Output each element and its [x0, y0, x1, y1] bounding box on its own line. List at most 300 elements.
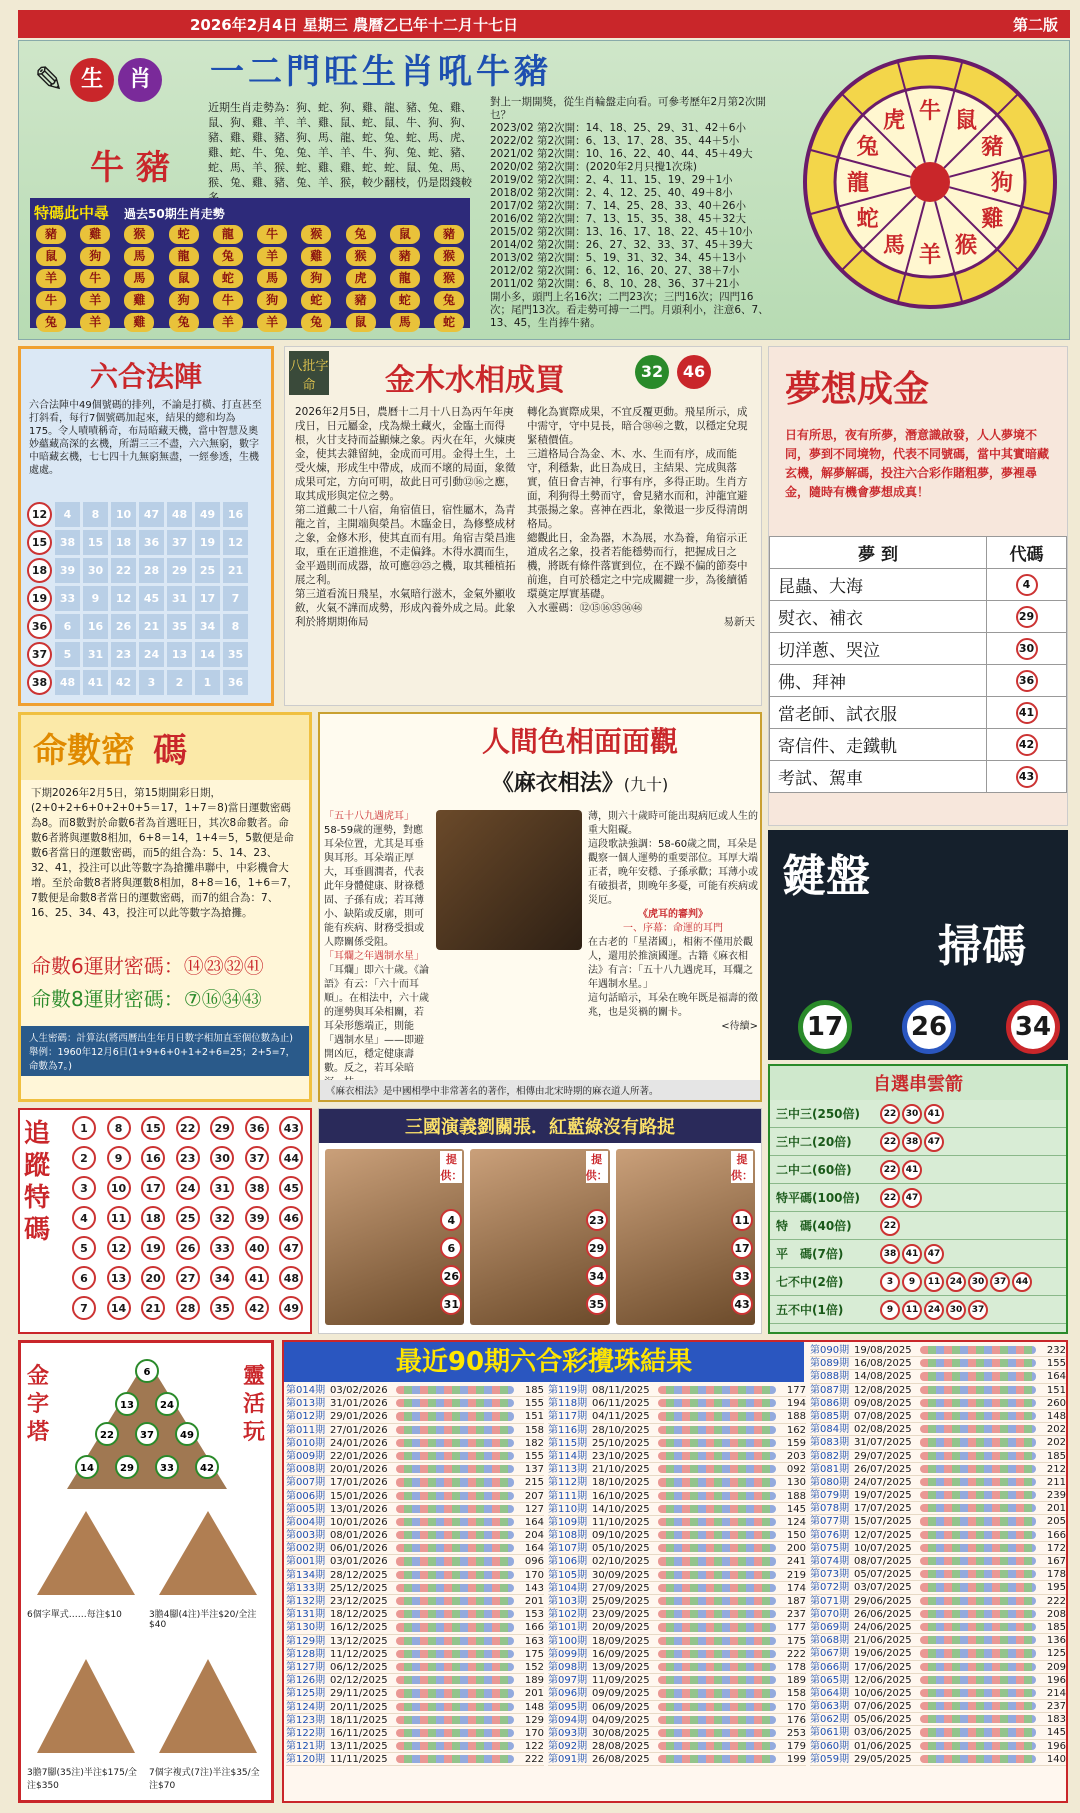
result-date: 13/09/2025 — [592, 1661, 650, 1673]
result-row — [548, 1410, 806, 1423]
tracking-ball: 44 — [279, 1146, 303, 1170]
result-sum: 162 — [786, 1424, 806, 1436]
grid-row — [36, 291, 464, 310]
tracking-ball: 40 — [245, 1236, 269, 1260]
result-sum: 143 — [524, 1582, 544, 1594]
grid-cell: 兔 — [36, 313, 66, 332]
result-issue: 第065期 — [810, 1674, 850, 1686]
grid-cell: 牛 — [213, 291, 243, 310]
zixuan-row — [770, 1156, 1066, 1184]
result-row — [548, 1740, 806, 1753]
sanguo-number: 33 — [731, 1265, 753, 1287]
result-row — [548, 1516, 806, 1529]
liuhe-cell: 31 — [83, 642, 108, 667]
result-row — [810, 1621, 1066, 1634]
result-balls — [658, 1663, 776, 1671]
result-issue: 第112期 — [548, 1477, 588, 1489]
tracking-ball: 5 — [72, 1236, 96, 1260]
result-issue: 第008期 — [286, 1464, 326, 1476]
face-panel — [318, 712, 762, 1102]
face-verse-1: 「五十八九遇虎耳」 — [324, 811, 414, 822]
svg-text:24: 24 — [160, 1400, 174, 1411]
pyramid-ball — [136, 1360, 158, 1382]
result-balls — [396, 1399, 514, 1407]
result-balls — [920, 1583, 1036, 1591]
zodiac-wheel — [800, 52, 1060, 312]
result-issue: 第010期 — [286, 1437, 326, 1449]
result-date: 15/07/2025 — [854, 1516, 912, 1528]
result-sum: 176 — [786, 1714, 806, 1726]
result-sum: 241 — [786, 1556, 806, 1568]
result-balls — [920, 1663, 1036, 1671]
result-sum: 122 — [524, 1741, 544, 1753]
zixuan-title: 自選串雲箭 — [770, 1066, 1066, 1100]
tracking-ball: 1 — [72, 1116, 96, 1140]
pyramid-title-1: 金字塔 — [27, 1364, 50, 1445]
result-sum: 170 — [786, 1701, 806, 1713]
liuhe-cell: 29 — [167, 558, 192, 583]
result-row — [810, 1753, 1066, 1766]
result-row — [548, 1595, 806, 1608]
face-para-3: 薄，則六十歲時可能出現病厄或人生的重大阻礙。 — [588, 811, 758, 836]
result-balls — [396, 1518, 514, 1526]
result-sum: 222 — [786, 1648, 806, 1660]
face-chapter: (九十) — [623, 775, 669, 794]
result-sum: 232 — [1046, 1345, 1066, 1356]
result-date: 03/02/2026 — [330, 1385, 388, 1396]
result-date: 02/12/2025 — [330, 1675, 388, 1687]
tracking-ball: 45 — [279, 1176, 303, 1200]
zixuan-bet: 三中三(250倍) — [776, 1107, 861, 1121]
result-date: 09/09/2025 — [592, 1688, 650, 1700]
result-date: 29/07/2025 — [854, 1450, 912, 1462]
result-issue: 第063期 — [810, 1701, 850, 1713]
result-sum: 189 — [524, 1675, 544, 1687]
dream-row — [770, 761, 1067, 793]
liuhe-cell: 10 — [111, 502, 136, 527]
grid-cell: 狗 — [257, 291, 287, 310]
result-issue: 第117期 — [548, 1411, 588, 1423]
sanguo-number: 43 — [731, 1293, 753, 1315]
sage-portrait-image — [436, 810, 582, 950]
result-date: 16/11/2025 — [330, 1727, 388, 1739]
liuhe-cell: 2 — [167, 670, 192, 695]
zodiac-grid — [30, 198, 470, 328]
result-sum: 185 — [524, 1385, 544, 1396]
scan-title: 掃碼 — [938, 921, 1026, 972]
sanguo-number: 6 — [440, 1237, 462, 1259]
mingshu-panel — [18, 712, 312, 1102]
result-date: 11/10/2025 — [592, 1516, 650, 1528]
result-date: 16/12/2025 — [330, 1622, 388, 1634]
result-balls — [396, 1412, 514, 1420]
side-zodiac: 牛 豬 — [90, 148, 170, 188]
result-row — [548, 1582, 806, 1595]
result-issue: 第067期 — [810, 1648, 850, 1660]
liuhe-cell: 35 — [167, 614, 192, 639]
history-line: 2011/02 第2次開：6、8、10、28、36、37＋21小 — [490, 278, 740, 290]
result-sum: 164 — [1046, 1371, 1066, 1383]
zixuan-ball: 22 — [880, 1132, 900, 1152]
result-sum: 150 — [786, 1530, 806, 1542]
result-date: 12/08/2025 — [854, 1384, 912, 1396]
result-balls — [396, 1478, 514, 1486]
svg-text:22: 22 — [100, 1430, 114, 1441]
result-sum: 177 — [786, 1622, 806, 1634]
result-balls — [920, 1504, 1036, 1512]
liuhe-cell: 3 — [139, 670, 164, 695]
dream-code: 42 — [1016, 734, 1038, 756]
zixuan-ball: 11 — [924, 1272, 944, 1292]
result-balls — [920, 1452, 1036, 1460]
zixuan-ball: 37 — [990, 1272, 1010, 1292]
liuhe-cell: 34 — [195, 614, 220, 639]
result-date: 28/12/2025 — [330, 1569, 388, 1581]
grid-cell: 龍 — [169, 247, 199, 266]
sanguo-number: 31 — [440, 1293, 462, 1315]
tracking-ball: 35 — [210, 1296, 234, 1320]
result-issue: 第078期 — [810, 1503, 850, 1515]
result-date: 31/01/2026 — [330, 1398, 388, 1410]
grid-cell: 蛇 — [390, 291, 420, 310]
result-row — [810, 1740, 1066, 1753]
pyramid-ball — [116, 1393, 138, 1415]
sanguo-number: 4 — [440, 1209, 462, 1231]
result-date: 18/11/2025 — [330, 1714, 388, 1726]
result-date: 17/07/2025 — [854, 1503, 912, 1515]
result-balls — [396, 1650, 514, 1658]
result-issue: 第075期 — [810, 1542, 850, 1554]
result-balls — [396, 1465, 514, 1473]
liuhe-cell: 36 — [139, 530, 164, 555]
result-issue: 第103期 — [548, 1596, 588, 1607]
result-sum: 208 — [1046, 1608, 1066, 1620]
face-col-2 — [588, 810, 758, 1080]
result-issue: 第098期 — [548, 1661, 588, 1673]
svg-text:42: 42 — [200, 1463, 214, 1474]
dream-code-header: 代碼 — [987, 537, 1067, 569]
result-balls — [920, 1702, 1036, 1710]
result-row — [286, 1503, 544, 1516]
edition-label: 第二版 — [1012, 15, 1058, 34]
grid-cell: 羊 — [213, 313, 243, 332]
svg-text:6: 6 — [143, 1367, 151, 1378]
zixuan-numbers — [880, 1216, 900, 1236]
result-date: 13/11/2025 — [330, 1741, 388, 1753]
grid-row — [36, 247, 464, 266]
result-balls — [920, 1755, 1036, 1763]
pyramid-desc-4: 7個字複式(7注)半注$35/全注$70 — [149, 1768, 260, 1791]
result-date: 03/07/2025 — [854, 1582, 912, 1594]
result-row — [286, 1397, 544, 1410]
result-row — [548, 1529, 806, 1542]
result-row — [286, 1384, 544, 1397]
zixuan-ball: 41 — [902, 1244, 922, 1264]
result-date: 30/08/2025 — [592, 1727, 650, 1739]
result-issue: 第003期 — [286, 1530, 326, 1542]
result-row — [810, 1568, 1066, 1581]
result-row — [548, 1753, 806, 1766]
result-issue: 第077期 — [810, 1516, 850, 1528]
result-date: 09/08/2025 — [854, 1397, 912, 1409]
tracking-panel — [18, 1108, 312, 1334]
zixuan-numbers — [880, 1272, 1032, 1292]
result-row — [548, 1714, 806, 1727]
sanguo-number: 35 — [586, 1293, 608, 1315]
result-issue: 第123期 — [286, 1714, 326, 1726]
result-date: 27/01/2026 — [330, 1424, 388, 1436]
face-continue: <待續> — [721, 1021, 758, 1032]
keyboard-number: 26 — [902, 1000, 956, 1054]
result-balls — [658, 1386, 776, 1394]
liuhe-intro: 六合法陣中49個號碼的排列，不論是打橫、打直甚至打斜看，每行7個號碼加起來，結果的總和均為175。令人嘖嘖稱奇，布局暗藏天機，當中智慧及奧妙蘊藏高深的玄機，所謂三三不盡，六六無窮，數字中暗藏玄機，七七四十九無窮無盡，一經參透，生機處處。 — [29, 400, 262, 476]
article-numbers: 入水靈碼：⑫⑮⑯㉟㊱㊻ — [527, 602, 643, 614]
result-date: 02/10/2025 — [592, 1556, 650, 1568]
result-balls — [920, 1597, 1036, 1605]
grid-cell: 蛇 — [301, 291, 331, 310]
result-date: 19/07/2025 — [854, 1490, 912, 1502]
article-num-1: 32 — [635, 355, 669, 389]
result-sum: 127 — [524, 1503, 544, 1515]
result-issue: 第104期 — [548, 1582, 588, 1594]
header-bar — [18, 10, 1070, 38]
face-title: 人間色相面面觀 — [481, 725, 678, 758]
result-date: 21/10/2025 — [592, 1464, 650, 1476]
tracking-ball: 48 — [279, 1266, 303, 1290]
result-sum: 137 — [524, 1464, 544, 1476]
dream-row — [770, 633, 1067, 665]
liuhe-cell: 48 — [167, 502, 192, 527]
result-balls — [658, 1689, 776, 1697]
result-date: 08/07/2025 — [854, 1556, 912, 1567]
result-issue: 第082期 — [810, 1450, 850, 1462]
result-sum: 211 — [1046, 1476, 1066, 1488]
grid-cell: 牛 — [36, 291, 66, 310]
dream-item: 當老師、試衣服 — [770, 697, 987, 729]
grid-cell: 雞 — [301, 247, 331, 266]
result-issue: 第114期 — [548, 1450, 588, 1462]
zixuan-numbers — [880, 1244, 944, 1264]
result-sum: 136 — [1046, 1635, 1066, 1647]
result-issue: 第064期 — [810, 1687, 850, 1699]
result-date: 02/08/2025 — [854, 1424, 912, 1436]
result-balls — [658, 1584, 776, 1592]
liuhe-cell: 12 — [111, 586, 136, 611]
result-issue: 第079期 — [810, 1490, 850, 1502]
zixuan-ball: 38 — [902, 1132, 922, 1152]
liuhe-cell: 31 — [167, 586, 192, 611]
result-sum: 151 — [524, 1411, 544, 1423]
result-date: 11/11/2025 — [330, 1754, 388, 1766]
result-sum: 199 — [786, 1754, 806, 1766]
result-date: 28/10/2025 — [592, 1424, 650, 1436]
pyramid-title-2: 靈活玩 — [243, 1364, 266, 1445]
result-issue: 第108期 — [548, 1530, 588, 1542]
result-row — [286, 1635, 544, 1648]
tracking-ball: 33 — [210, 1236, 234, 1260]
dream-code-cell — [987, 633, 1067, 665]
liuhe-cell: 25 — [195, 558, 220, 583]
liuhe-cell: 21 — [223, 558, 248, 583]
zixuan-row — [770, 1212, 1066, 1240]
tracking-ball: 41 — [245, 1266, 269, 1290]
dream-intro: 日有所思，夜有所夢，潛意識啟發，人人夢境不同，夢到不同境物，代表不同號碼，當中其實暗藏玄機，解夢解碼，投注六合彩作賭粗夢，夢裡尋金，隨時有機會夢想成真！ — [785, 428, 1050, 499]
zixuan-ball: 41 — [924, 1104, 944, 1124]
tracking-ball: 37 — [245, 1146, 269, 1170]
grid-cell: 馬 — [124, 247, 154, 266]
article-para-6: 總觀此日，金為器，木為展，水為養，角宿示正道成名之象，投者若能穩勢而行，把握成日之機，將既有條件落實到位，在不躁不偏的節奏中前進，自可於穩定之中完成關鍵一步，為後續循環奠定厚實基礎。 — [527, 532, 748, 600]
result-sum: 260 — [1046, 1397, 1066, 1409]
result-issue: 第088期 — [810, 1371, 850, 1383]
keyboard-number: 17 — [798, 1000, 852, 1054]
history-line: 2018/02 第2次開：2、4、12、25、40、49＋8小 — [490, 187, 733, 199]
article-para-2: 第二道戴二十八宿，角宿值日，宿性屬木，為青龍之首，主開端與榮昌。木臨金日，為修整成材之象，金修木形，使其直而有用。角宿吉榮昌進取，重在正道推進，不走偏鋒。木得水潤而生，金平過則而成器，故可應㉓㉕之機，取其種植拓展之利。 — [295, 504, 516, 586]
tracking-ball: 47 — [279, 1236, 303, 1260]
liuhe-cell: 1 — [195, 670, 220, 695]
result-balls — [920, 1623, 1036, 1631]
result-balls — [658, 1426, 776, 1434]
result-sum: 166 — [524, 1622, 544, 1634]
result-sum: 209 — [1046, 1661, 1066, 1673]
liuhe-cell: 38 — [27, 670, 52, 695]
result-issue: 第095期 — [548, 1701, 588, 1713]
result-issue: 第086期 — [810, 1397, 850, 1409]
liuhe-cell: 39 — [55, 558, 80, 583]
zixuan-bet: 七不中(2倍) — [776, 1275, 844, 1289]
result-issue: 第085期 — [810, 1410, 850, 1422]
liuhe-cell: 28 — [139, 558, 164, 583]
result-balls — [396, 1597, 514, 1605]
liuhe-cell: 16 — [223, 502, 248, 527]
wheel-zodiac: 雞 — [981, 207, 1004, 232]
article-title: 金木水相成買 — [385, 363, 565, 398]
sanguo-card — [616, 1149, 755, 1325]
keyboard-title: 鍵盤 — [782, 851, 870, 902]
liuhe-cell: 6 — [55, 614, 80, 639]
result-row — [286, 1463, 544, 1476]
result-issue: 第091期 — [548, 1754, 588, 1766]
result-date: 07/08/2025 — [854, 1410, 912, 1422]
tracking-ball: 24 — [176, 1176, 200, 1200]
result-row — [286, 1410, 544, 1423]
zixuan-ball: 24 — [924, 1300, 944, 1320]
grid-cell: 猴 — [124, 225, 154, 244]
result-sum: 153 — [524, 1609, 544, 1621]
pyramid-ball — [136, 1423, 158, 1445]
sanguo-number: 29 — [586, 1237, 608, 1259]
result-sum: 185 — [1046, 1621, 1066, 1633]
pyramid-desc-2: 3膽4腳(4注)半注$20/全注$40 — [149, 1610, 257, 1630]
history-line: 2015/02 第2次開：13、16、17、18、22、45＋10小 — [490, 226, 753, 238]
result-issue: 第066期 — [810, 1661, 850, 1673]
result-balls — [396, 1676, 514, 1684]
result-sum: 188 — [786, 1411, 806, 1423]
history-line: 2013/02 第2次開：5、19、31、32、34、45＋13小 — [490, 252, 746, 264]
svg-text:37: 37 — [140, 1430, 154, 1441]
history-line: 2022/02 第2次開：6、13、17、28、35、44＋5小 — [490, 135, 740, 147]
result-sum: 172 — [1046, 1542, 1066, 1554]
result-row — [548, 1542, 806, 1555]
result-date: 15/01/2026 — [330, 1490, 388, 1502]
grid-cell: 鼠 — [346, 313, 376, 332]
mingshu-body: 下期2026年2月5日，第15期開彩日期，(2+0+2+6+0+2+0+5＝17，1+7＝8)當日運數密碼為8。而8數對於命數6者為首選旺日，其次8命數者。命數6者將與運數8相加，6+8＝14，1+4＝5，5數便是命數6者當日的運數密碼，而5的組合為：5、14、23、32、41，投注可以此等數字為搶攤串聯中，中彩機會大增。至於命數8者將與運數8相加，8+8＝16，1+6＝7，7數便是命數8者當日的運數密碼，而7的組合為：7、16、25、34、43，投注可以此等數字為搶攤。 — [31, 787, 298, 919]
dream-row — [770, 569, 1067, 601]
result-date: 06/01/2026 — [330, 1543, 388, 1555]
grid-cell: 蛇 — [213, 269, 243, 288]
result-issue: 第060期 — [810, 1740, 850, 1752]
result-sum: 152 — [524, 1661, 544, 1673]
result-row — [286, 1648, 544, 1661]
liuhe-cell: 16 — [83, 614, 108, 639]
zixuan-bet: 五不中(1倍) — [776, 1303, 844, 1317]
result-balls — [920, 1610, 1036, 1618]
dream-item: 佛、拜神 — [770, 665, 987, 697]
svg-text:29: 29 — [120, 1463, 134, 1474]
result-issue: 第074期 — [810, 1556, 850, 1567]
pyramid-mini-1 — [27, 1503, 145, 1643]
result-issue: 第134期 — [286, 1569, 326, 1581]
dream-code-cell — [987, 761, 1067, 793]
tracking-ball: 21 — [141, 1296, 165, 1320]
result-sum: 175 — [786, 1635, 806, 1647]
result-row — [286, 1490, 544, 1503]
result-issue: 第115期 — [548, 1437, 588, 1449]
wheel-zodiac: 馬 — [882, 233, 906, 259]
result-balls — [920, 1491, 1036, 1499]
grid-cell: 兔 — [169, 313, 199, 332]
result-balls — [920, 1531, 1036, 1539]
liuhe-row — [27, 530, 265, 555]
result-date: 03/01/2026 — [330, 1556, 388, 1568]
result-sum: 183 — [1046, 1714, 1066, 1726]
dream-panel — [768, 346, 1068, 826]
grid-row — [36, 225, 464, 244]
result-issue: 第097期 — [548, 1675, 588, 1687]
article-para-4: 轉化為實際成果，不宜反覆更動。飛星所示，成中需守，守中見長，暗合㊳㊻之數，以穩定兌現緊積價值。 — [527, 406, 748, 446]
result-date: 28/08/2025 — [592, 1741, 650, 1753]
dream-title: 夢想成金 — [785, 369, 930, 410]
result-date: 08/11/2025 — [592, 1385, 650, 1396]
article-tag: 八批字命 — [289, 351, 329, 395]
sanguo-provider: 提供： — [730, 1153, 753, 1182]
result-balls — [920, 1570, 1036, 1578]
result-issue: 第087期 — [810, 1384, 850, 1396]
result-row — [810, 1661, 1066, 1674]
liuhe-cell: 35 — [223, 642, 248, 667]
result-row — [286, 1542, 544, 1555]
pyramid-desc-3: 3膽7腳(35注)半注$175/全注$350 — [27, 1768, 137, 1791]
result-sum: 178 — [786, 1661, 806, 1673]
result-row — [810, 1674, 1066, 1687]
grid-cell: 蛇 — [434, 313, 464, 332]
tracking-ball: 14 — [107, 1296, 131, 1320]
result-issue: 第122期 — [286, 1727, 326, 1739]
zodiac-title: 一二門旺生肖吼牛豬 — [210, 52, 552, 92]
result-balls — [658, 1676, 776, 1684]
result-date: 08/01/2026 — [330, 1530, 388, 1542]
result-balls — [658, 1637, 776, 1645]
result-sum: 195 — [1046, 1582, 1066, 1594]
liuhe-cell: 37 — [27, 642, 52, 667]
liuhe-cell: 37 — [167, 530, 192, 555]
mingshu-foot-1: 人生密碼：計算法(將西曆出生年月日數字相加直至個位數為止) — [29, 1033, 293, 1044]
result-issue: 第093期 — [548, 1727, 588, 1739]
zixuan-ball: 22 — [880, 1104, 900, 1124]
result-issue: 第100期 — [548, 1635, 588, 1647]
result-balls — [396, 1610, 514, 1618]
zixuan-ball: 38 — [880, 1244, 900, 1264]
result-balls — [658, 1716, 776, 1724]
